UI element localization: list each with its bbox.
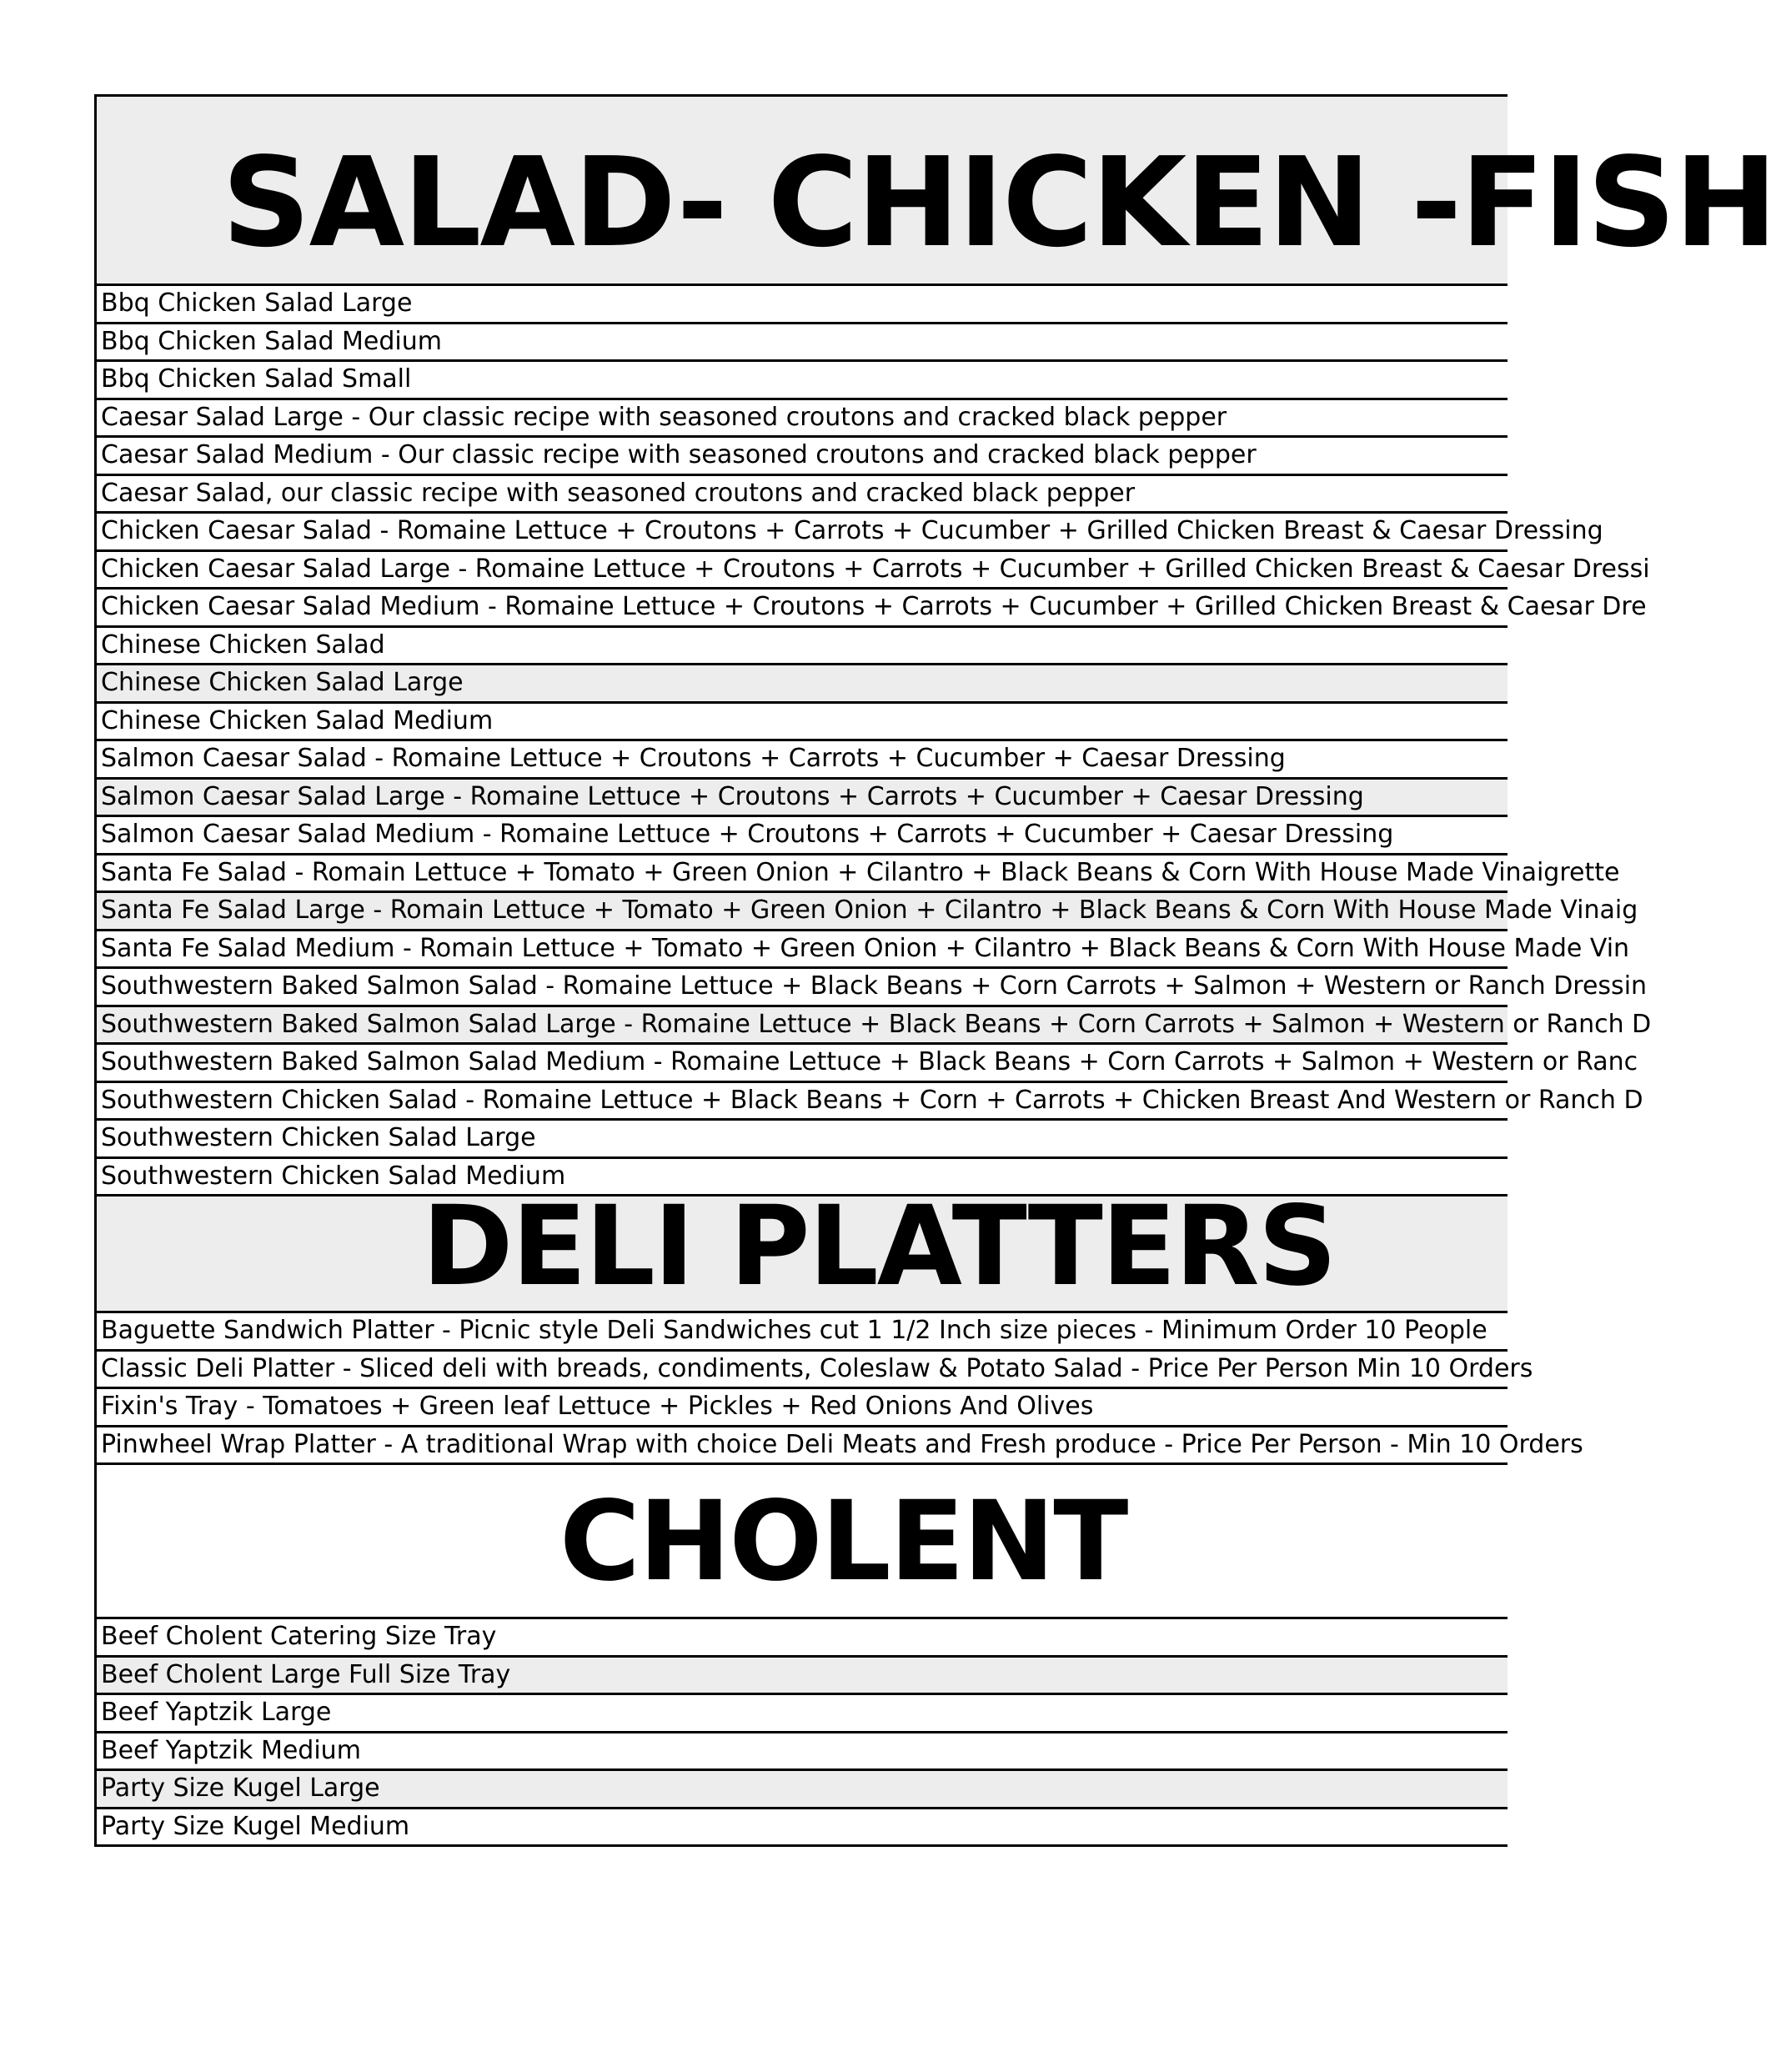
list-item: Southwestern Baked Salmon Salad Medium - Romaine Lettuce + Black Beans + Corn Carrots + Salmon + Western or Ranc	[97, 1045, 1508, 1083]
list-item: Southwestern Baked Salmon Salad - Romaine Lettuce + Black Beans + Corn Carrots + Salmon + Western or Ranch Dressin	[97, 969, 1508, 1007]
list-item: Classic Deli Platter - Sliced deli with breads, condiments, Coleslaw & Potato Salad - Price Per Person Min 10 Orders	[97, 1352, 1508, 1390]
section-header-cholent	[97, 1465, 1508, 1619]
list-item: Chinese Chicken Salad Large	[97, 665, 1508, 704]
list-item: Salmon Caesar Salad Medium - Romaine Lettuce + Croutons + Carrots + Cucumber + Caesar Dressing	[97, 817, 1508, 855]
list-item: Pinwheel Wrap Platter - A traditional Wrap with choice Deli Meats and Fresh produce - Price Per Person - Min 10 Orders	[97, 1427, 1508, 1466]
list-item: Baguette Sandwich Platter - Picnic style Deli Sandwiches cut 1 1/2 Inch size pieces - Minimum Order 10 People	[97, 1313, 1508, 1352]
list-item: Caesar Salad Medium - Our classic recipe with seasoned croutons and cracked black pepper	[97, 438, 1508, 476]
list-item: Bbq Chicken Salad Small	[97, 362, 1508, 400]
list-item: Chicken Caesar Salad Medium - Romaine Lettuce + Croutons + Carrots + Cucumber + Grilled Chicken Breast & Caesar Dre	[97, 589, 1508, 628]
list-item: Caesar Salad Large - Our classic recipe with seasoned croutons and cracked black pepper	[97, 400, 1508, 439]
list-item: Beef Cholent Large Full Size Tray	[97, 1658, 1508, 1696]
list-item: Chicken Caesar Salad - Romaine Lettuce + Croutons + Carrots + Cucumber + Grilled Chicken Breast & Caesar Dressing	[97, 514, 1508, 552]
list-item: Beef Cholent Catering Size Tray	[97, 1619, 1508, 1658]
list-item: Bbq Chicken Salad Large	[97, 286, 1508, 324]
section-list-salad	[97, 286, 1652, 1197]
list-item: Santa Fe Salad Large - Romain Lettuce + Tomato + Green Onion + Cilantro + Black Beans & Corn With House Made Vinaig	[97, 893, 1508, 931]
list-item: Southwestern Chicken Salad Medium	[97, 1159, 1508, 1197]
list-item: Bbq Chicken Salad Medium	[97, 324, 1508, 363]
list-item: Santa Fe Salad Medium - Romain Lettuce + Tomato + Green Onion + Cilantro + Black Beans & Corn With House Made Vin	[97, 931, 1508, 970]
list-item: Salmon Caesar Salad - Romaine Lettuce + Croutons + Carrots + Cucumber + Caesar Dressing	[97, 741, 1508, 780]
list-item: Caesar Salad, our classic recipe with seasoned croutons and cracked black pepper	[97, 476, 1508, 514]
list-item: Chinese Chicken Salad	[97, 628, 1508, 666]
list-item: Beef Yaptzik Large	[97, 1695, 1508, 1733]
list-item: Santa Fe Salad - Romain Lettuce + Tomato + Green Onion + Cilantro + Black Beans & Corn With House Made Vinaigrette	[97, 855, 1508, 894]
list-item: Salmon Caesar Salad Large - Romaine Lettuce + Croutons + Carrots + Cucumber + Caesar Dressing	[97, 780, 1508, 818]
list-item: Party Size Kugel Large	[97, 1771, 1508, 1809]
list-item: Beef Yaptzik Medium	[97, 1733, 1508, 1772]
section-header-salad	[97, 97, 1776, 286]
section-title: DELI PLATTERS	[422, 1182, 1336, 1311]
section-title: SALAD- CHICKEN -FISH	[222, 131, 1776, 274]
list-item: Chicken Caesar Salad Large - Romaine Lettuce + Croutons + Carrots + Cucumber + Grilled Chicken Breast & Caesar Dressi	[97, 552, 1508, 590]
list-item: Party Size Kugel Medium	[97, 1809, 1508, 1848]
section-list-deli	[97, 1313, 1583, 1465]
section-list-cholent	[97, 1619, 1508, 1847]
section-title: CHOLENT	[559, 1477, 1127, 1606]
list-item: Southwestern Chicken Salad - Romaine Lettuce + Black Beans + Corn + Carrots + Chicken Breast And Western or Ranch D	[97, 1083, 1508, 1121]
list-item: Fixin's Tray - Tomatoes + Green leaf Lettuce + Pickles + Red Onions And Olives	[97, 1389, 1508, 1427]
list-item: Chinese Chicken Salad Medium	[97, 704, 1508, 742]
section-header-deli	[97, 1182, 1508, 1313]
menu-sheet	[94, 94, 1776, 1847]
list-item: Southwestern Baked Salmon Salad Large - Romaine Lettuce + Black Beans + Corn Carrots + Salmon + Western or Ranch D	[97, 1007, 1508, 1046]
list-item: Southwestern Chicken Salad Large	[97, 1121, 1508, 1159]
